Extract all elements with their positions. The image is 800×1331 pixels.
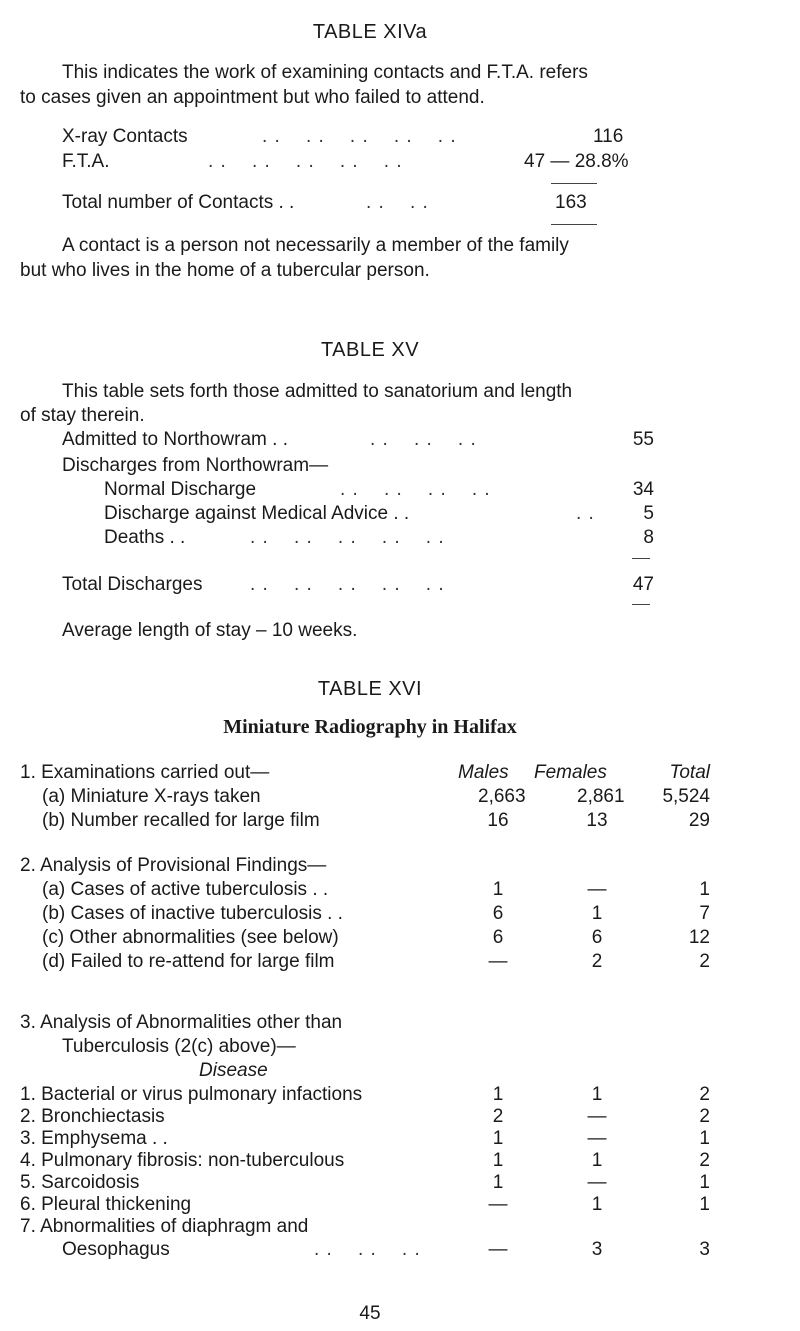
col-header-males: Males (458, 762, 509, 783)
row-females: — (587, 1106, 607, 1127)
row-label: (b) Number recalled for large film (42, 810, 320, 831)
admitted-value: 55 (632, 429, 654, 450)
row-total: 2 (699, 1106, 710, 1127)
oesophagus-females: 3 (591, 1239, 603, 1260)
table-xv-title: TABLE XV (320, 339, 420, 361)
table-xv-intro-line1: This table sets forth those admitted to sanatorium and length (62, 381, 573, 402)
total-contacts-value: 163 (555, 192, 587, 213)
row-label: 1. Bacterial or virus pulmonary infactions (20, 1084, 363, 1105)
leader-dots: . . . . . . (370, 429, 477, 450)
row-total: 5,524 (662, 786, 710, 807)
leader-dots: . . . . . . . . . . (208, 151, 403, 172)
row-total: 2 (699, 1150, 710, 1171)
row-label: 2. Bronchiectasis (20, 1106, 165, 1127)
row-females: 1 (591, 903, 603, 924)
normal-discharge-label: Normal Discharge (104, 479, 257, 500)
row-females: 6 (591, 927, 603, 948)
total-discharges-label: Total Discharges (62, 574, 203, 595)
row-females: 1 (591, 1194, 603, 1215)
col-header-total: Total (669, 762, 710, 783)
leader-dots: . . . . . . . . . . (250, 527, 445, 548)
row-males: — (488, 1194, 508, 1215)
admitted-label: Admitted to Northowram . . (62, 429, 288, 450)
row-total: 29 (688, 810, 710, 831)
normal-discharge-value: 34 (632, 479, 654, 500)
row-label: (a) Miniature X-rays taken (42, 786, 261, 807)
section2-heading: 2. Analysis of Provisional Findings— (20, 855, 327, 876)
xray-contacts-value: 116 (593, 126, 624, 147)
col-header-females: Females (534, 762, 607, 783)
leader-dots: . . . . . . . . (340, 479, 491, 500)
deaths-value: 8 (643, 527, 654, 548)
xray-contacts-label: X-ray Contacts (62, 126, 188, 147)
table-xiva-intro-line2: to cases given an appointment but who failed to attend. (20, 87, 485, 108)
leader-dots: . . . . (366, 192, 429, 213)
row-males: 1 (492, 1128, 504, 1149)
row-males: 1 (492, 1150, 504, 1171)
row-label: (c) Other abnormalities (see below) (42, 927, 339, 948)
row-label: (b) Cases of inactive tuberculosis . . (42, 903, 343, 924)
contact-definition-line2: but who lives in the home of a tubercular person. (20, 260, 430, 281)
row-total: 1 (699, 1172, 710, 1193)
row-total: 12 (688, 927, 710, 948)
total-rule (632, 604, 650, 605)
total-contacts-label: Total number of Contacts . . (62, 192, 295, 213)
oesophagus-total: 3 (699, 1239, 710, 1260)
row-males: 1 (492, 879, 504, 900)
row-total: 1 (699, 1194, 710, 1215)
table-xiva-title: TABLE XIVa (312, 21, 428, 43)
table-xvi-title: TABLE XVI (317, 678, 423, 700)
row-label: 4. Pulmonary fibrosis: non-tuberculous (20, 1150, 345, 1171)
row-females: 2 (591, 951, 603, 972)
row-label: 7. Abnormalities of diaphragm and (20, 1216, 309, 1237)
row-label: (a) Cases of active tuberculosis . . (42, 879, 329, 900)
row-total: 7 (699, 903, 710, 924)
table-xiva-intro-line1: This indicates the work of examining contacts and F.T.A. refers (62, 62, 588, 83)
row-males: 16 (487, 810, 509, 831)
oesophagus-males: — (488, 1239, 508, 1260)
fta-label: F.T.A. (62, 151, 110, 172)
row-males: 1 (492, 1172, 504, 1193)
row-total: 2 (699, 1084, 710, 1105)
row-females: 13 (586, 810, 608, 831)
row-females: — (587, 1172, 607, 1193)
row-males: 6 (492, 927, 504, 948)
row-total: 1 (699, 879, 710, 900)
leader-dots: . . . . . . . . . . (262, 126, 457, 147)
section3-heading-line2: Tuberculosis (2(c) above)— (62, 1036, 296, 1057)
row-males: 2 (492, 1106, 504, 1127)
leader-dots: . . . . . . . . . . (250, 574, 445, 595)
row-total: 1 (699, 1128, 710, 1149)
discharge-against-advice-value: 5 (643, 503, 654, 524)
sum-rule (551, 183, 597, 184)
contact-definition-line1: A contact is a person not necessarily a member of the family (62, 235, 569, 256)
discharges-heading: Discharges from Northowram— (62, 455, 329, 476)
row-females: 1 (591, 1150, 603, 1171)
row-females: 2,861 (577, 786, 625, 807)
disease-column-heading: Disease (199, 1060, 268, 1081)
row-males: 1 (492, 1084, 504, 1105)
average-stay: Average length of stay – 10 weeks. (62, 620, 358, 641)
row-females: — (587, 879, 607, 900)
discharge-against-advice-label: Discharge against Medical Advice . . (104, 503, 410, 524)
leader-dots: . . (576, 503, 595, 524)
table-xvi-subtitle: Miniature Radiography in Halifax (223, 716, 517, 738)
deaths-label: Deaths . . (104, 527, 186, 548)
row-total: 2 (699, 951, 710, 972)
row-males: — (488, 951, 508, 972)
row-females: 1 (591, 1084, 603, 1105)
row-label: 6. Pleural thickening (20, 1194, 192, 1215)
row-label: 3. Emphysema . . (20, 1128, 168, 1149)
table-xv-intro-line2: of stay therein. (20, 405, 145, 426)
total-rule (551, 224, 597, 225)
oesophagus-label: Oesophagus (62, 1239, 170, 1260)
section3-heading-line1: 3. Analysis of Abnormalities other than (20, 1012, 343, 1033)
row-label: 5. Sarcoidosis (20, 1172, 140, 1193)
row-females: — (587, 1128, 607, 1149)
page-number: 45 (359, 1303, 381, 1324)
section1-heading: 1. Examinations carried out— (20, 762, 270, 783)
leader-dots: . . . . . . (314, 1239, 421, 1260)
total-discharges-value: 47 (632, 574, 654, 595)
fta-value: 47 — 28.8% (524, 151, 629, 172)
sum-rule (632, 558, 650, 559)
row-males: 6 (492, 903, 504, 924)
row-males: 2,663 (478, 786, 526, 807)
row-label: (d) Failed to re-attend for large film (42, 951, 335, 972)
